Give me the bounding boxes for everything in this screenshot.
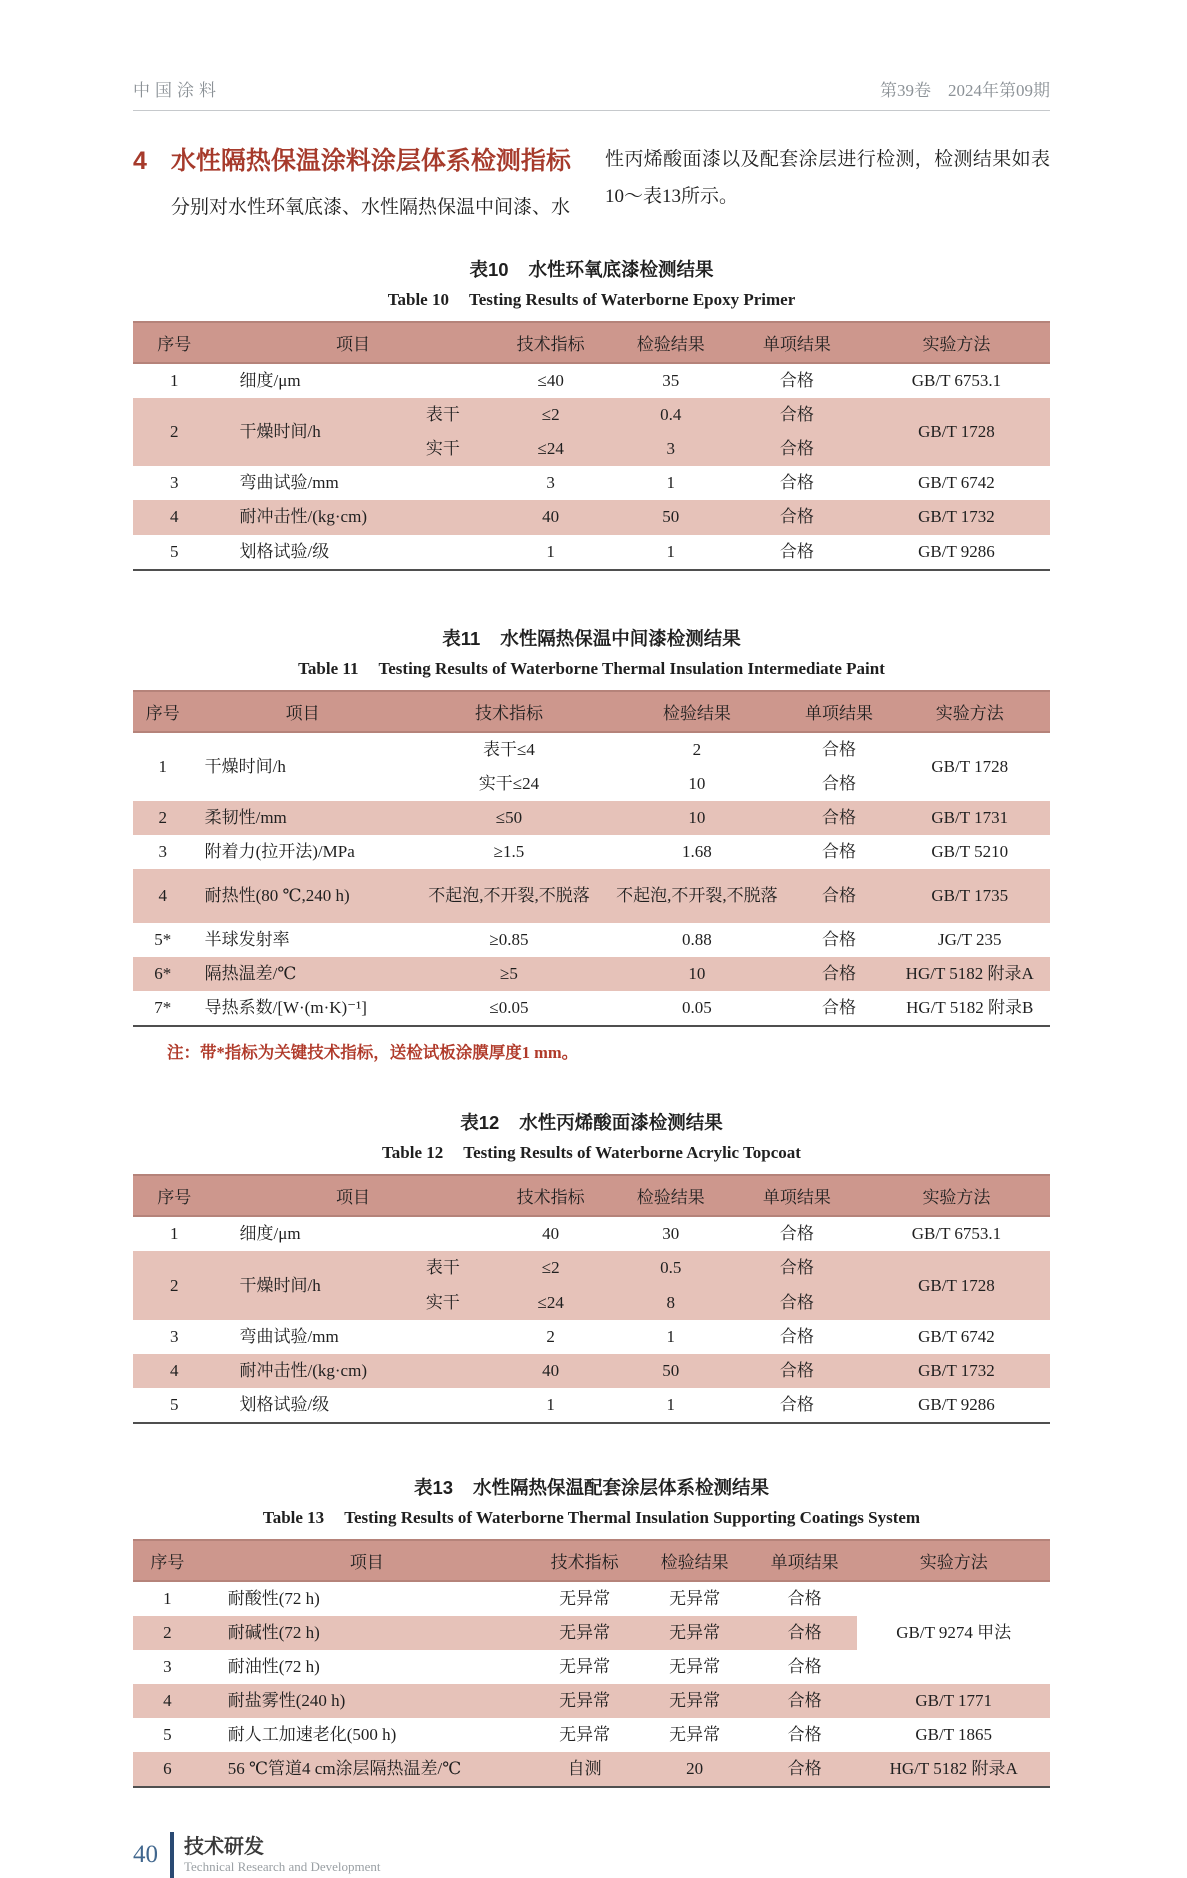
column-header: 实验方法 [857, 1540, 1050, 1581]
intro-paragraph-right: 性丙烯酸面漆以及配套涂层进行检测，检测结果如表10～表13所示。 [605, 149, 1050, 208]
table-cell: 35 [662, 371, 680, 391]
footer-column-zh: 技术研发 [184, 1836, 264, 1859]
column-header: 实验方法 [863, 322, 1050, 363]
table-cell: 实干 [395, 1286, 490, 1320]
table-cell: GB/T 1771 [857, 1684, 1050, 1718]
table12-title-en [133, 1143, 1050, 1163]
table-cell: 8 [611, 1286, 731, 1320]
table-cell: GB/T 1728 [863, 1251, 1050, 1319]
table-cell: 无异常 [669, 1657, 721, 1677]
column-header: 序号 [133, 1540, 202, 1581]
table10-title-zh [133, 256, 1050, 282]
table-cell: 1.68 [682, 841, 712, 861]
table-cell: 4 [133, 869, 193, 923]
table-12 [133, 1174, 1050, 1424]
column-header: 技术指标 [532, 1540, 637, 1581]
table-cell: GB/T 1728 [863, 398, 1050, 466]
table-header-row [133, 1540, 1050, 1581]
table-cell: 5 [163, 1725, 172, 1745]
table-row [133, 835, 1050, 869]
table-row [133, 466, 1050, 500]
journal-page [0, 76, 1187, 1875]
table-cell: 3 [611, 432, 731, 466]
table13-title-en [133, 1508, 1050, 1528]
table-cell: 2 [546, 1326, 555, 1346]
table-cell: HG/T 5182 附录A [889, 957, 1050, 991]
table-cell: 3 [170, 473, 179, 493]
table-cell: 合格 [822, 773, 857, 793]
table-row [133, 1752, 1050, 1787]
table-cell: 无异常 [669, 1588, 721, 1608]
table-cell: 1 [546, 1394, 555, 1414]
table12-label-en: Table 12 [382, 1143, 444, 1163]
table-cell: ≤24 [491, 432, 611, 466]
table-cell: 合格 [779, 371, 814, 391]
table-cell: 耐人工加速老化(500 h) [227, 1725, 397, 1745]
table-cell: 1 [170, 1224, 179, 1244]
table-cell: 合格 [779, 473, 814, 493]
table-cell: 1 [163, 1588, 172, 1608]
table10-title-en [133, 290, 1050, 310]
table11-label-zh: 表11 [442, 627, 481, 649]
table-cell: GB/T 6742 [918, 473, 995, 493]
table-cell: 合格 [731, 1354, 863, 1388]
table-cell: ≤0.05 [489, 998, 529, 1018]
table-cell: 合格 [787, 1725, 822, 1745]
table-cell: 合格 [779, 541, 814, 561]
table-cell: 2 [692, 739, 702, 759]
table-cell: 无异常 [559, 1657, 611, 1677]
table-cell: GB/T 1731 [889, 801, 1050, 835]
table-cell: 3 [163, 1657, 172, 1677]
table-cell: 合格 [752, 1616, 857, 1650]
page-footer [133, 1832, 1187, 1878]
table-cell: 2 [133, 801, 193, 835]
table-cell: 6* [133, 957, 193, 991]
table-cell: 导热系数/[W·(m·K)⁻¹] [204, 998, 367, 1018]
table-row [133, 1388, 1050, 1423]
table-cell: 无异常 [637, 1684, 752, 1718]
table-cell: GB/T 1728 [931, 756, 1009, 776]
table-cell: 合格 [752, 1752, 857, 1787]
table-cell: 1 [158, 756, 168, 776]
table11-label-en: Table 11 [298, 658, 359, 678]
table-cell: 4 [133, 1684, 202, 1718]
table-cell: 4 [133, 500, 216, 534]
table-cell: 无异常 [669, 1725, 721, 1745]
table12-caption-en: Testing Results of Waterborne Acrylic Topcoat [463, 1143, 801, 1163]
table-header-row [133, 691, 1050, 732]
table-cell: 2 [133, 1251, 216, 1319]
table-cell: 40 [491, 500, 611, 534]
table-cell: 无异常 [532, 1684, 637, 1718]
table-cell: 合格 [822, 739, 857, 759]
table-cell: 合格 [779, 1224, 814, 1244]
table-cell: 隔热温差/℃ [193, 957, 413, 991]
column-header: 项目 [193, 691, 413, 732]
column-header: 实验方法 [863, 1175, 1050, 1216]
table-cell: 耐热性(80 ℃,240 h) [193, 869, 413, 923]
table-row [133, 398, 1050, 432]
table12-title-zh [133, 1109, 1050, 1135]
table13-label-zh: 表13 [413, 1476, 454, 1498]
table11-note: 注：带*指标为关键技术指标，送检试板涂膜厚度1 mm。 [167, 1043, 579, 1063]
table-cell: 合格 [731, 432, 863, 466]
column-header: 检验结果 [637, 1540, 752, 1581]
table-cell: 合格 [787, 1588, 822, 1608]
table12-caption-zh: 水性丙烯酸面漆检测结果 [519, 1112, 723, 1134]
table-cell: 0.05 [682, 998, 712, 1018]
table-cell: 柔韧性/mm [193, 801, 413, 835]
table10-block [133, 256, 1050, 571]
column-header: 实验方法 [889, 691, 1050, 732]
table-header-row [133, 322, 1050, 363]
table-cell: 耐酸性(72 h) [227, 1588, 320, 1608]
column-header: 项目 [202, 1540, 532, 1581]
table-cell: 合格 [779, 1394, 814, 1414]
table-row [133, 957, 1050, 991]
table-row [133, 869, 1050, 923]
table-cell: 细度/μm [239, 371, 301, 391]
table-cell: 0.5 [611, 1251, 731, 1285]
table-cell: 合格 [787, 1657, 822, 1677]
table-cell: ≤24 [491, 1286, 611, 1320]
table-cell: 不起泡,不开裂,不脱落 [413, 869, 606, 923]
table-cell: 2 [133, 1616, 202, 1650]
column-header: 单项结果 [789, 691, 890, 732]
table-cell: 合格 [822, 998, 857, 1018]
table-cell: 合格 [779, 1326, 814, 1346]
table-cell: HG/T 5182 附录B [906, 998, 1034, 1018]
table-cell: 10 [605, 801, 788, 835]
table-cell: 划格试验/级 [239, 1394, 330, 1414]
table-cell: ≤2 [491, 1251, 611, 1285]
table-cell: 3 [158, 841, 168, 861]
table-cell: 合格 [731, 398, 863, 432]
journal-name: 中国涂料 [133, 81, 221, 100]
table-cell: 56 ℃管道4 cm涂层隔热温差/℃ [202, 1752, 532, 1787]
table12-label-zh: 表12 [460, 1112, 500, 1134]
table-row [133, 1320, 1050, 1354]
table-cell: 耐盐雾性(240 h) [202, 1684, 532, 1718]
table-cell: 实干 [395, 432, 490, 466]
table-cell: 4 [133, 1354, 216, 1388]
table-cell: 20 [637, 1752, 752, 1787]
table11-title-en [133, 659, 1050, 679]
table10-caption-zh: 水性环氧底漆检测结果 [528, 259, 714, 281]
column-header: 单项结果 [752, 1540, 857, 1581]
table-cell: 1 [666, 1394, 676, 1414]
table-cell: 合格 [731, 1286, 863, 1320]
column-header: 检验结果 [611, 1175, 731, 1216]
table-cell: 5 [170, 541, 179, 561]
table-cell: GB/T 1732 [863, 1354, 1050, 1388]
table-cell: 5* [154, 930, 172, 950]
table-11 [133, 690, 1050, 1028]
table-row [133, 535, 1050, 570]
table-cell: 耐冲击性/(kg·cm) [216, 500, 491, 534]
table-row [133, 1251, 1050, 1285]
table-cell: 7* [154, 998, 172, 1018]
column-header: 单项结果 [731, 322, 863, 363]
table-row [133, 1216, 1050, 1251]
section-left-column [133, 141, 589, 226]
table13-title-zh [133, 1474, 1050, 1500]
table-cell: 3 [546, 473, 555, 493]
table12-block [133, 1109, 1050, 1424]
table-cell: ≤2 [491, 398, 611, 432]
table11-block [133, 625, 1050, 1064]
table-10 [133, 321, 1050, 571]
table-cell: 无异常 [532, 1616, 637, 1650]
table-cell: ≥0.85 [489, 930, 529, 950]
table-cell: 无异常 [637, 1616, 752, 1650]
intro-paragraph-left: 分别对水性环氧底漆、水性隔热保温中间漆、水 [171, 197, 571, 218]
column-header: 项目 [216, 1175, 491, 1216]
table-cell: 合格 [731, 500, 863, 534]
table-cell: GB/T 9274 甲法 [857, 1581, 1050, 1684]
table-cell: 实干≤24 [478, 773, 540, 793]
section-intro-row [133, 141, 1050, 226]
table-cell: 40 [491, 1354, 611, 1388]
table-cell: 1 [666, 541, 676, 561]
column-header: 序号 [133, 691, 193, 732]
table-cell: 30 [662, 1224, 680, 1244]
table-cell: GB/T 6753.1 [911, 1224, 1002, 1244]
column-header: 项目 [216, 322, 491, 363]
table-cell: GB/T 6742 [918, 1326, 995, 1346]
table11-caption-zh: 水性隔热保温中间漆检测结果 [500, 627, 741, 649]
table-cell: 5 [170, 1394, 179, 1414]
table-cell: 3 [170, 1326, 179, 1346]
column-header: 序号 [133, 322, 216, 363]
table-cell: 干燥时间/h [216, 398, 396, 466]
table-cell: 干燥时间/h [216, 1251, 396, 1319]
table-cell: 50 [611, 500, 731, 534]
table-cell: GB/T 6753.1 [911, 371, 1002, 391]
table-cell: 自测 [532, 1752, 637, 1787]
table-cell: JG/T 235 [938, 930, 1002, 950]
table-cell: 细度/μm [239, 1224, 301, 1244]
table-cell: ≥1.5 [493, 841, 525, 861]
table-cell: 0.88 [682, 930, 712, 950]
column-header: 技术指标 [413, 691, 606, 732]
table10-label-en: Table 10 [387, 290, 449, 310]
table-cell: 2 [133, 398, 216, 466]
table-cell: 合格 [822, 841, 857, 861]
table-cell: 40 [542, 1224, 560, 1244]
section-title: 水性隔热保温涂料涂层体系检测指标 [170, 147, 571, 175]
table-cell: 耐油性(72 h) [227, 1657, 320, 1677]
table-cell: HG/T 5182 附录A [857, 1752, 1050, 1787]
footer-column-en: Technical Research and Development [184, 1859, 381, 1875]
table-row [133, 363, 1050, 398]
table-cell: 合格 [789, 957, 890, 991]
table-cell: 6 [133, 1752, 202, 1787]
footer-divider-bar [170, 1832, 174, 1878]
table-cell: 1 [666, 1326, 676, 1346]
table-cell: 表干 [395, 398, 490, 432]
table-cell: 无异常 [559, 1588, 611, 1608]
table-row [133, 500, 1050, 534]
table11-caption-en: Testing Results of Waterborne Thermal Insulation Intermediate Paint [378, 658, 885, 678]
table-cell: 表干 [395, 1251, 490, 1285]
table10-caption-en: Testing Results of Waterborne Epoxy Primer [468, 290, 796, 310]
table-cell: 无异常 [559, 1725, 611, 1745]
table13-caption-zh: 水性隔热保温配套涂层体系检测结果 [473, 1476, 770, 1498]
table-cell: 半球发射率 [204, 930, 290, 950]
table-cell: ≤40 [537, 371, 564, 391]
table-row [133, 732, 1050, 767]
section-number: 4 [133, 147, 147, 175]
table-cell: 合格 [731, 1251, 863, 1285]
table-row [133, 801, 1050, 835]
column-header: 序号 [133, 1175, 216, 1216]
table-cell: 合格 [789, 869, 890, 923]
section-heading [133, 141, 589, 177]
table-cell: 附着力(拉开法)/MPa [204, 841, 355, 861]
table-header-row [133, 1175, 1050, 1216]
journal-issue: 第39卷 2024年第09期 [880, 81, 1050, 100]
table-cell: GB/T 9286 [918, 541, 995, 561]
table-cell: 耐冲击性/(kg·cm) [216, 1354, 491, 1388]
table-row [133, 1354, 1050, 1388]
table-cell: 50 [611, 1354, 731, 1388]
column-header: 单项结果 [731, 1175, 863, 1216]
table-cell: 不起泡,不开裂,不脱落 [605, 869, 788, 923]
table-cell: 弯曲试验/mm [239, 1326, 339, 1346]
table-row [133, 1581, 1050, 1616]
column-header: 技术指标 [491, 322, 611, 363]
table-cell: 1 [666, 473, 676, 493]
table-cell: GB/T 1732 [863, 500, 1050, 534]
page-header [133, 76, 1050, 111]
table-cell: GB/T 5210 [931, 841, 1009, 861]
column-header: 检验结果 [611, 322, 731, 363]
table-row [133, 923, 1050, 957]
table-cell: 0.4 [611, 398, 731, 432]
table-row [133, 991, 1050, 1026]
column-header: 检验结果 [605, 691, 788, 732]
table-cell: 弯曲试验/mm [239, 473, 339, 493]
table-cell: GB/T 1735 [889, 869, 1050, 923]
table-13 [133, 1539, 1050, 1789]
page-number: 40 [133, 1841, 158, 1869]
table-cell: 表干≤4 [483, 739, 535, 759]
table-cell: 合格 [789, 801, 890, 835]
table10-label-zh: 表10 [469, 259, 509, 281]
column-header: 技术指标 [491, 1175, 611, 1216]
table-cell: 合格 [752, 1684, 857, 1718]
table-cell: ≥5 [413, 957, 606, 991]
table-cell: 合格 [822, 930, 857, 950]
table-cell: 耐碱性(72 h) [202, 1616, 532, 1650]
table-cell: ≤50 [413, 801, 606, 835]
table-cell: 1 [546, 541, 555, 561]
table-row [133, 1684, 1050, 1718]
section-right-column [605, 141, 1050, 226]
table13-caption-en: Testing Results of Waterborne Thermal Insulation Supporting Coatings System [344, 1507, 921, 1527]
table13-block [133, 1474, 1050, 1789]
table-cell: GB/T 9286 [918, 1394, 995, 1414]
table-cell: 划格试验/级 [239, 541, 330, 561]
table-row [133, 1718, 1050, 1752]
table11-title-zh [133, 625, 1050, 651]
table-cell: 干燥时间/h [204, 756, 286, 776]
table-cell: 10 [688, 773, 706, 793]
table-cell: 10 [605, 957, 788, 991]
table-cell: 1 [170, 371, 179, 391]
table-cell: GB/T 1865 [915, 1725, 993, 1745]
table13-label-en: Table 13 [262, 1507, 325, 1527]
